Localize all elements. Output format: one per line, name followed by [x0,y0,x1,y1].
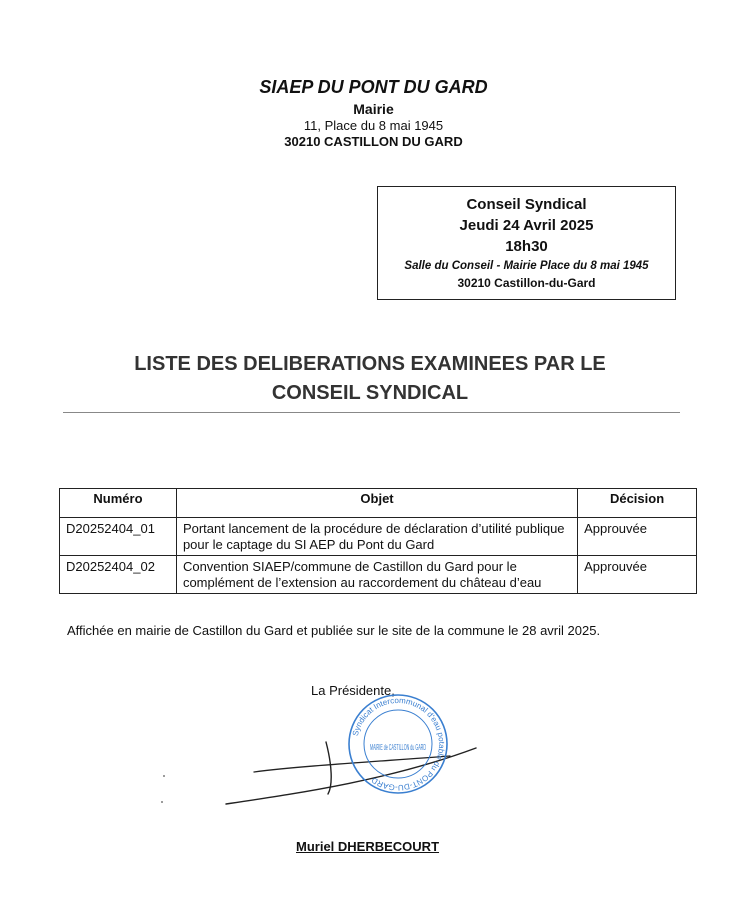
title-divider [63,412,680,413]
seal-outer-text: Syndicat Intercommunal d'eau potable du PONT-DU-GARD [350,695,447,793]
signatory-role: La Présidente, [311,683,395,698]
signatory-name: Muriel DHERBECOURT [296,839,440,854]
organization-postal-city: 30210 CASTILLON DU GARD [284,134,463,149]
signature-dot [161,801,163,803]
signature-stroke [326,742,331,794]
organization-address: 11, Place du 8 mai 1945 [303,118,444,133]
meeting-date: Jeudi 24 Avril 2025 [459,217,594,234]
meeting-city: 30210 Castillon-du-Gard [457,276,596,290]
organization-name: SIAEP DU PONT DU GARD [259,77,488,97]
deliberation-number: D20252404_01 [60,518,177,556]
deliberation-number: D20252404_02 [60,556,177,594]
column-header-number: Numéro [60,489,177,518]
deliberation-decision: Approuvée [578,518,697,556]
document-title [60,350,680,408]
meeting-title: Conseil Syndical [466,196,587,213]
column-header-decision: Décision [578,489,697,518]
deliberation-object: Convention SIAEP/commune de Castillon du Gard pour le complément de l’extension au raccordement du château d’eau [176,556,577,594]
table-row [60,518,697,556]
meeting-time: 18h30 [505,238,548,255]
official-seal-icon [346,692,450,796]
deliberation-object: Portant lancement de la procédure de déclaration d’utilité publique pour le captage du SI AEP du Pont du Gard [176,518,577,556]
document-title-line-2: CONSEIL SYNDICAL [271,382,469,404]
deliberations-table [59,488,697,594]
organization-subtitle: Mairie [353,101,394,117]
deliberation-decision: Approuvée [578,556,697,594]
document-title-line-1: LISTE DES DELIBERATIONS EXAMINEES PAR LE [134,353,606,375]
meeting-place: Salle du Conseil - Mairie Place du 8 mai 1945 [404,260,649,272]
table-header-row [60,489,697,518]
table-row [60,556,697,594]
signature-dot [163,775,165,777]
letterhead [0,76,747,150]
seal-inner-text: MAIRIE de CASTILLON du GARD [370,743,427,752]
column-header-object: Objet [176,489,577,518]
meeting-info-box [377,186,676,300]
posting-notice: Affichée en mairie de Castillon du Gard et publiée sur le site de la commune le 28 avril 2025. [67,623,601,638]
